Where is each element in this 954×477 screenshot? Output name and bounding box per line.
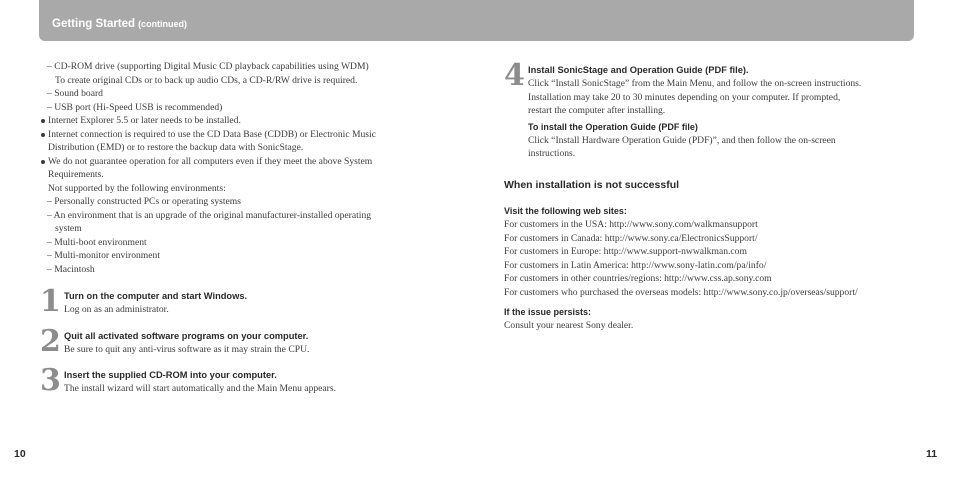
step-body-line: restart the computer after installing. <box>528 105 666 116</box>
section-title-not-successful: When installation is not successful <box>504 178 680 191</box>
requirement-bullet: We do not guarantee operation for all computers even if they meet the above System <box>40 155 440 169</box>
left-column <box>40 60 440 396</box>
unsupported-dash-item: – Personally constructed PCs or operating systems <box>47 196 241 207</box>
step-title: Insert the supplied CD-ROM into your computer. <box>64 370 277 380</box>
step-number: 2 <box>40 323 61 359</box>
unsupported-dash-item: – Multi-monitor environment <box>47 250 160 261</box>
page-header-bar <box>39 0 914 41</box>
unsupported-dash-item: – An environment that is an upgrade of the original manufacturer-installed operating <box>47 209 372 221</box>
site-line: For customers in Canada: http://www.sony.ca/ElectronicsSupport/ <box>504 232 758 244</box>
header-title <box>52 18 187 30</box>
requirement-bullet-cont: Not supported by the following environments: <box>48 182 226 194</box>
step-sub-title: To install the Operation Guide (PDF file) <box>528 121 698 132</box>
site-line: For customers in other countries/regions: http://www.css.ap.sony.com <box>504 273 772 284</box>
step-1 <box>40 284 440 319</box>
step-title: Install SonicStage and Operation Guide (PDF file). <box>528 65 749 75</box>
requirement-bullet-cont: Distribution (EMD) or to restore the backup data with SonicStage. <box>48 142 304 153</box>
requirement-dash-item-cont: To create original CDs or to back up audio CDs, a CD-R/RW drive is required. <box>55 74 358 86</box>
step-body-line: Installation may take 20 to 30 minutes depending on your computer. If prompted, <box>528 91 841 103</box>
unsupported-dash-item: – Macintosh <box>47 263 95 275</box>
step-number: 4 <box>504 58 525 93</box>
step-sub-line: Click “Install Hardware Operation Guide (PDF)”, and then follow the on-screen <box>528 134 836 146</box>
requirement-dash-item: – USB port (Hi-Speed USB is recommended) <box>47 101 223 113</box>
step-title: Quit all activated software programs on your computer. <box>64 330 309 341</box>
step-body: The install wizard will start automatically and the Main Menu appears. <box>64 383 337 394</box>
requirement-bullet: Internet connection is required to use the CD Data Base (CDDB) or Electronic Music <box>40 128 440 142</box>
requirement-dash-item: – Sound board <box>47 88 103 99</box>
step-number: 1 <box>40 284 61 319</box>
requirement-bullet: Internet Explorer 5.5 or later needs to be installed. <box>40 114 440 128</box>
unsupported-dash-item-cont: system <box>55 223 82 234</box>
page-number-right: 11 <box>926 448 938 460</box>
site-line: For customers who purchased the overseas models: http://www.sony.co.jp/overseas/support/ <box>504 286 858 298</box>
step-title: Turn on the computer and start Windows. <box>64 291 248 301</box>
step-body: Be sure to quit any anti-virus software as it may strain the CPU. <box>64 343 310 355</box>
unsupported-dash-item: – Multi-boot environment <box>47 236 147 248</box>
step-body-line: Click “Install SonicStage” from the Main Menu, and follow the on-screen instructions. <box>528 78 862 89</box>
persist-body: Consult your nearest Sony dealer. <box>504 320 634 331</box>
site-line: For customers in the USA: http://www.sony.com/walkmansupport <box>504 219 758 230</box>
step-2 <box>40 323 440 359</box>
site-line: For customers in Latin America: http://www.sony-latin.com/pa/info/ <box>504 259 767 271</box>
requirement-dash-item: – CD-ROM drive (supporting Digital Music CD playback capabilities using WDM) <box>47 61 369 72</box>
requirement-bullet-cont: Requirements. <box>48 169 104 180</box>
persist-title: If the issue persists: <box>504 307 592 317</box>
step-4 <box>504 58 924 161</box>
step-number: 3 <box>40 363 61 398</box>
header-continued: (continued) <box>138 19 188 29</box>
step-sub-line: instructions. <box>528 148 576 159</box>
step-3 <box>40 363 440 398</box>
page-number-left: 10 <box>14 448 26 460</box>
header-title-text: Getting Started <box>52 18 136 30</box>
right-column <box>504 58 924 333</box>
step-body: Log on as an administrator. <box>64 304 169 315</box>
site-line: For customers in Europe: http://www.support-nwwalkman.com <box>504 246 747 257</box>
visit-sites-title: Visit the following web sites: <box>504 206 627 216</box>
